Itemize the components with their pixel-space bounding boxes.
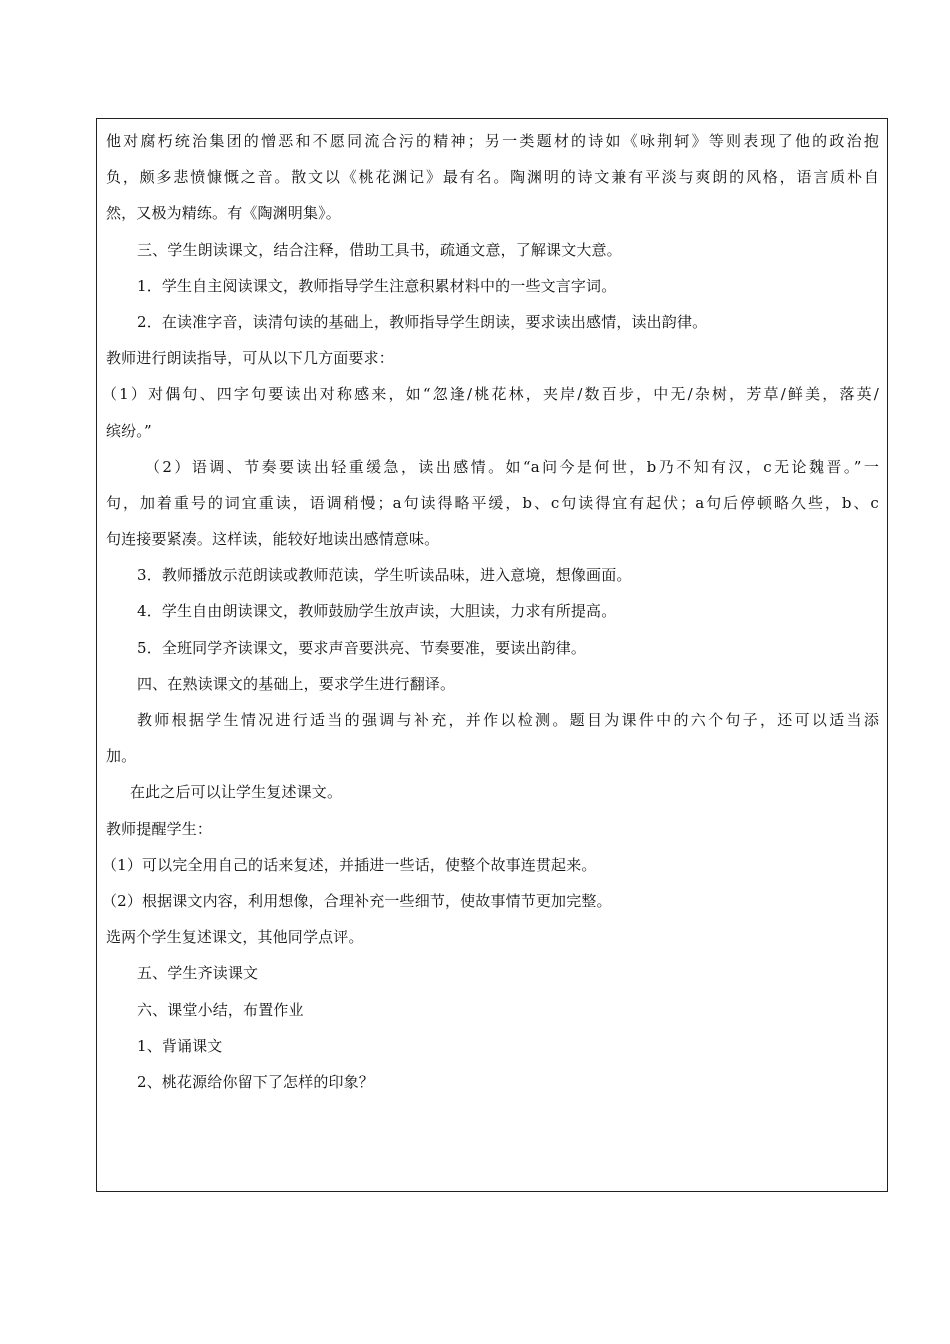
section-heading: 四、在熟读课文的基础上，要求学生进行翻译。 (137, 674, 456, 693)
list-item: 4．学生自由朗读课文，教师鼓励学生放声读，大胆读，力求有所提高。 (137, 602, 617, 621)
text-line: 教师进行朗读指导，可从以下几方面要求： (106, 349, 394, 368)
section-heading: 五、学生齐读课文 (137, 964, 259, 983)
text-line: 在此之后可以让学生复述课文。 (130, 783, 343, 802)
section-heading: 三、学生朗读课文，结合注释，借助工具书，疏通文意，了解课文大意。 (137, 240, 622, 259)
text-line: 教师提醒学生： (106, 819, 213, 838)
text-line: 然，又极为精练。有《陶渊明集》。 (106, 204, 341, 223)
text-line: 负，颇多悲愤慷慨之音。散文以《桃花渊记》最有名。陶渊明的诗文兼有平淡与爽朗的风格，语言质朴自 (106, 168, 879, 187)
list-item: 2、桃花源给你留下了怎样的印象？ (137, 1072, 374, 1091)
text-line: 句连接要紧凑。这样读，能较好地读出感情意味。 (106, 530, 440, 549)
list-item: （2）语调、节奏要读出轻重缓急，读出感情。如“a问今是何世，b乃不知有汉，c无论魏晋。”一 (145, 457, 879, 476)
text-line: 缤纷。” (106, 421, 152, 440)
text-line: 加。 (106, 747, 137, 766)
list-item: 5．全班同学齐读课文，要求声音要洪亮、节奏要准，要读出韵律。 (137, 638, 587, 657)
text-line: 句，加着重号的词宜重读，语调稍慢；a句读得略平缓，b、c句读得宜有起伏；a句后停顿略久些，b、c (106, 493, 879, 512)
text-line: 选两个学生复述课文，其他同学点评。 (106, 928, 364, 947)
list-item: （1）可以完全用自己的话来复述，并插进一些话，使整个故事连贯起来。 (102, 855, 597, 874)
text-line: 他对腐朽统治集团的憎恶和不愿同流合污的精神；另一类题材的诗如《咏荆轲》等则表现了他的政治抱 (106, 132, 879, 150)
text-line: 教师根据学生情况进行适当的强调与补充，并作以检测。题目为课件中的六个句子，还可以适当添 (137, 711, 879, 729)
list-item: 3．教师播放示范朗读或教师范读，学生听读品味，进入意境，想像画面。 (137, 566, 632, 585)
list-item: 1．学生自主阅读课文，教师指导学生注意积累材料中的一些文言字词。 (137, 276, 617, 295)
list-item: 1、背诵课文 (137, 1036, 223, 1055)
lesson-plan-table-cell (96, 118, 888, 1192)
list-item: （2）根据课文内容，利用想像，合理补充一些细节，使故事情节更加完整。 (102, 891, 612, 910)
list-item: 2．在读准字音，读清句读的基础上，教师指导学生朗读，要求读出感情，读出韵律。 (137, 312, 708, 331)
section-heading: 六、课堂小结，布置作业 (137, 1000, 304, 1019)
list-item: （1）对偶句、四字句要读出对称感来，如“忽逢/桃花林，夹岸/数百步，中无/杂树，芳草/鲜美，落英/ (102, 385, 879, 404)
